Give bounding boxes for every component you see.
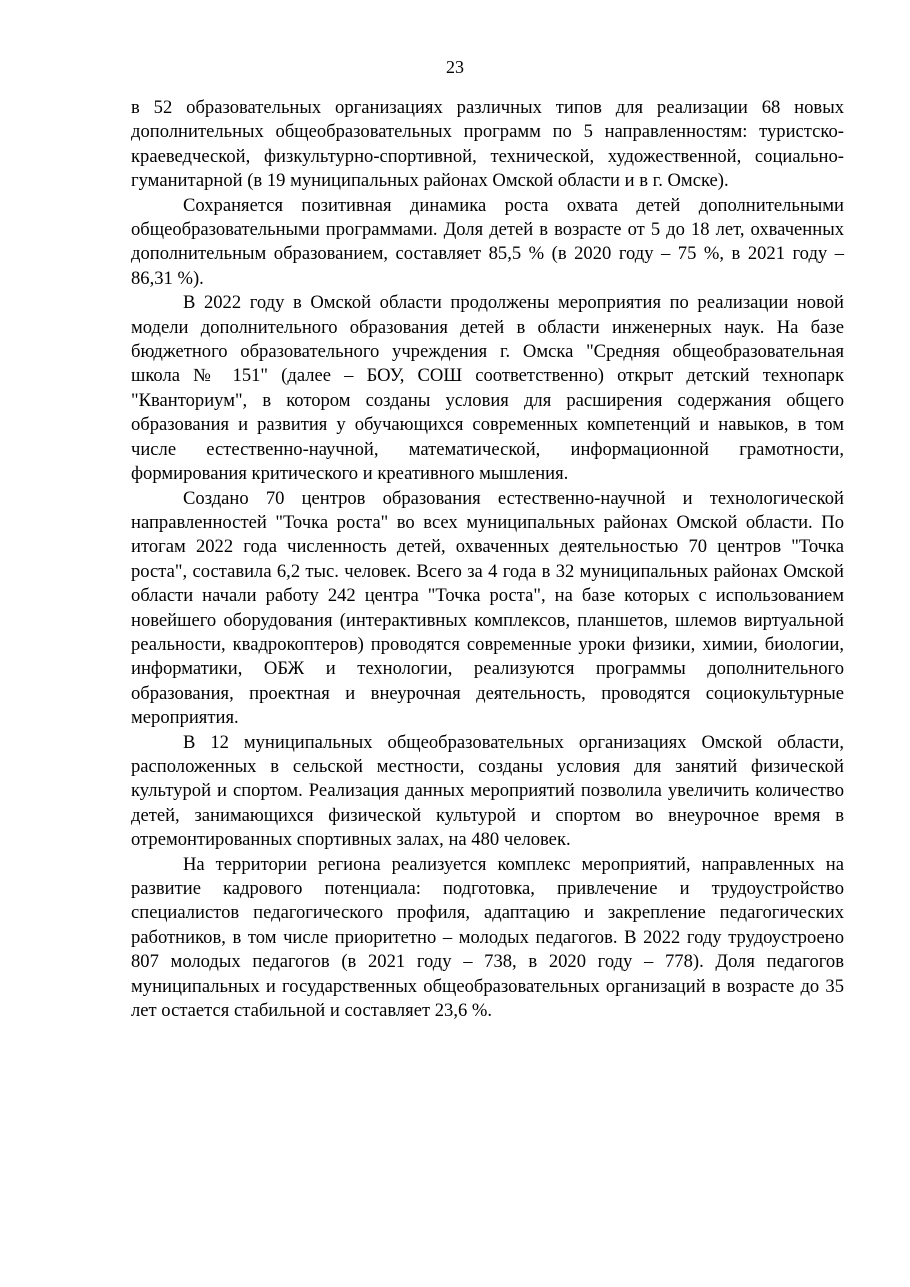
paragraph-rural-sports: В 12 муниципальных общеобразовательных организациях Омской области, расположенных в сельской местности, созданы условия для занятий физической культурой и спортом. Реализация данных мероприятий позволила увеличить количество детей, занимающихся физической культурой и спортом во внеурочное время в отремонтированных спортивных залах, на 480 человек. [131, 731, 844, 851]
page-number: 23 [446, 57, 464, 77]
document-body [131, 96, 844, 1023]
paragraph-tochka-rosta: Создано 70 центров образования естественно-научной и технологической направленностей "Точка роста" во всех муниципальных районах Омской области. По итогам 2022 года численность детей, охваченных деятельностью 70 центров "Точка роста", составила 6,2 тыс. человек. Всего за 4 года в 32 муниципальных районах Омской области начали работу 242 центра "Точка роста", на базе которых с использованием новейшего оборудования (интерактивных комплексов, планшетов, шлемов виртуальной реальности, квадрокоптеров) проводятся современные уроки физики, химии, биологии, информатики, ОБЖ и технологии, реализуются программы дополнительного образования, проектная и внеурочная деятельность, проводятся социокультурные мероприятия. [131, 487, 844, 729]
paragraph-continuation: в 52 образовательных организациях различных типов для реализации 68 новых дополнительных общеобразовательных программ по 5 направленностям: туристско-краеведческой, физкультурно-спортивной, технической, художественной, социально-гуманитарной (в 19 муниципальных районах Омской области и в г. Омске). [131, 97, 844, 192]
paragraph-teaching-staff: На территории региона реализуется комплекс мероприятий, направленных на развитие кадрового потенциала: подготовка, привлечение и трудоустройство специалистов педагогического профиля, адаптацию и закрепление педагогических работников, в том числе приоритетно – молодых педагогов. В 2022 году трудоустроено 807 молодых педагогов (в 2021 году – 738, в 2020 году – 778). Доля педагогов муниципальных и государственных общеобразовательных организаций в возрасте до 35 лет остается стабильной и составляет 23,6 %. [131, 853, 844, 1022]
paragraph-kvantorium: В 2022 году в Омской области продолжены мероприятия по реализации новой модели дополнительного образования детей в области инженерных наук. На базе бюджетного образовательного учреждения г. Омска "Средняя общеобразовательная школа № 151" (далее – БОУ, СОШ соответственно) открыт детский технопарк "Кванториум", в котором созданы условия для расширения содержания общего образования и развития у обучающихся современных компетенций и навыков, в том числе естественно-научной, математической, информационной грамотности, формирования критического и креативного мышления. [131, 292, 844, 485]
paragraph-enrollment-dynamics: Сохраняется позитивная динамика роста охвата детей дополнительными общеобразовательными программами. Доля детей в возрасте от 5 до 18 лет, охваченных дополнительным образованием, составляет 85,5 % (в 2020 году – 75 %, в 2021 году – 86,31 %). [131, 194, 844, 289]
